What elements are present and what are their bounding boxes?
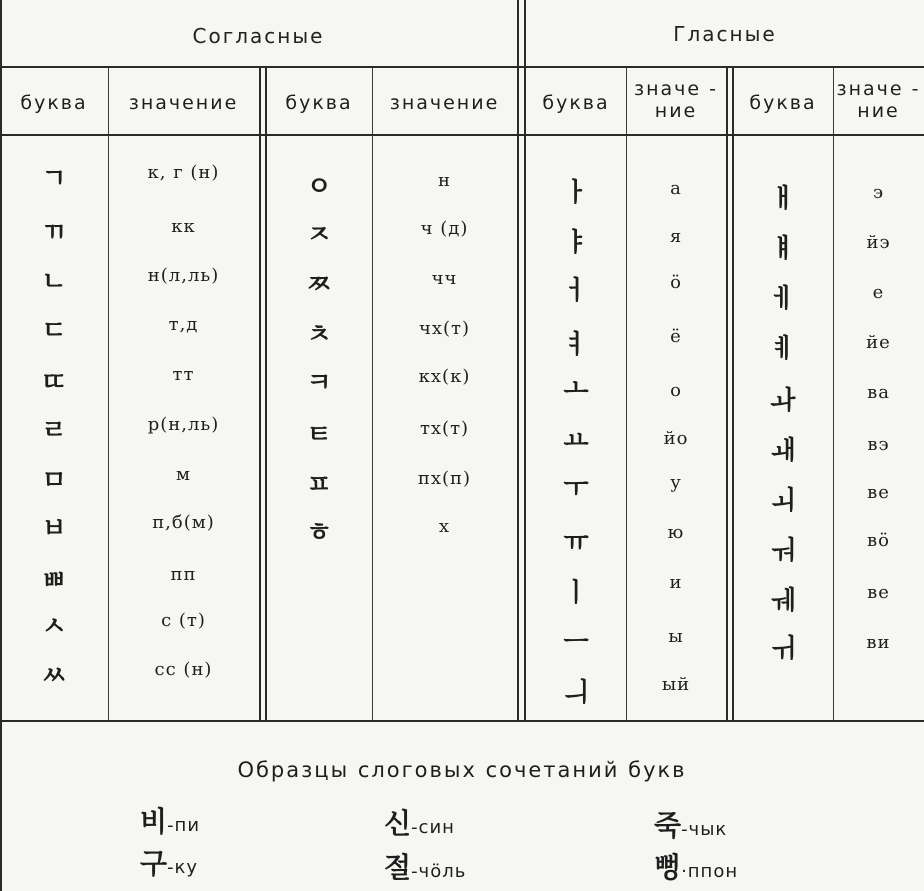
sample-item — [384, 802, 455, 842]
header-letter-3: буква — [542, 92, 610, 114]
consonant-letter: ㅉ — [306, 270, 332, 300]
consonant-meaning: пп — [170, 564, 197, 585]
vowel-meaning: у — [670, 472, 682, 493]
vowel-meaning: ы — [668, 626, 684, 647]
sample-reading: ·ппон — [681, 861, 739, 882]
vowel-meaning: ю — [667, 522, 685, 543]
consonant-meaning: н — [438, 170, 451, 191]
consonant-meaning: тх(т) — [419, 418, 470, 439]
vowel-meaning: вö — [867, 530, 890, 551]
consonants-divider-a — [259, 67, 261, 722]
header-meaning-2: значение — [389, 92, 500, 114]
consonant-meaning: сс (н) — [154, 659, 213, 680]
vowel-letter: ㅛ — [563, 426, 589, 456]
vowel-letter: ㅐ — [770, 184, 796, 214]
vowel-meaning: вэ — [867, 434, 890, 455]
vowel-meaning: ве — [867, 482, 890, 503]
consonant-meaning: п,б(м) — [152, 512, 215, 533]
sample-item — [140, 800, 200, 840]
samples-title: Образцы слоговых сочетаний букв — [237, 758, 687, 782]
vowel-meaning: ва — [867, 382, 890, 403]
vowel-letter: ㅒ — [770, 234, 796, 264]
vowel-letter: ㅞ — [770, 586, 796, 616]
consonant-meaning: н(л,ль) — [147, 265, 220, 286]
vowel-meaning: ö — [670, 272, 682, 293]
sample-syllable: 비 — [140, 805, 168, 838]
header-meaning-4b: ние — [857, 100, 900, 122]
consonant-letter: ㄸ — [41, 368, 67, 398]
consonant-meaning: ч (д) — [420, 218, 469, 239]
consonant-meaning: х — [438, 516, 451, 537]
consonant-meaning: м — [175, 464, 191, 485]
sample-syllable: 뻥 — [654, 851, 682, 884]
consonant-letter: ㅃ — [41, 566, 67, 596]
vowel-letter: ㅝ — [770, 536, 796, 566]
header-letter-4: буква — [749, 92, 817, 114]
consonant-letter: ㅅ — [41, 612, 67, 642]
consonant-letter: ㄲ — [41, 218, 67, 248]
vowel-letter: ㅑ — [563, 228, 589, 258]
vowels-divider-a — [726, 67, 728, 722]
sample-item — [140, 842, 198, 882]
vowel-meaning: о — [670, 380, 682, 401]
consonant-letter: ㄴ — [41, 267, 67, 297]
header-letter-2: буква — [285, 92, 353, 114]
vowel-letter: ㅡ — [563, 628, 589, 658]
vowel-meaning: ви — [866, 632, 891, 653]
consonant-letter: ㅁ — [41, 466, 67, 496]
sample-syllable: 죽 — [654, 809, 682, 842]
consonant-letter: ㄱ — [41, 164, 67, 194]
group-header-rule — [0, 66, 924, 68]
consonant-meaning: чх(т) — [418, 318, 471, 339]
vowel-meaning: я — [669, 226, 683, 247]
vowel-meaning: йо — [663, 428, 689, 449]
vowel-meaning: и — [669, 572, 683, 593]
header-meaning-1: значение — [128, 92, 239, 114]
vowel-letter: ㅢ — [563, 678, 589, 708]
sample-reading: -чык — [681, 819, 728, 840]
vowel-letter: ㅔ — [770, 284, 796, 314]
consonant-letter: ㅂ — [41, 514, 67, 544]
header-letter-1: буква — [20, 92, 88, 114]
header-meaning-4a: значе - — [836, 78, 921, 100]
consonant-meaning: пх(п) — [417, 468, 472, 489]
consonant-meaning: к, г (н) — [147, 162, 220, 183]
vowel-letter: ㅚ — [770, 486, 796, 516]
vowel-letter: ㅜ — [563, 474, 589, 504]
vowel-meaning: йе — [866, 332, 891, 353]
consonant-letter: ㅎ — [306, 518, 332, 548]
sample-reading: -син — [411, 817, 455, 838]
vowel-letter: ㅙ — [770, 436, 796, 466]
consonant-meaning: тт — [172, 364, 195, 385]
vowel-letter: ㅗ — [563, 374, 589, 404]
header-meaning-3b: ние — [654, 100, 698, 122]
consonant-letter: ㅊ — [306, 320, 332, 350]
vowel-letter: ㅏ — [563, 178, 589, 208]
sample-syllable: 구 — [140, 847, 168, 880]
sample-item — [654, 846, 738, 886]
sample-item — [384, 846, 466, 886]
vowels-title: Гласные — [673, 22, 777, 46]
vowel-meaning: ый — [661, 674, 691, 695]
sample-reading: -чöль — [411, 861, 467, 882]
vowel-letter: ㅓ — [563, 276, 589, 306]
header-meaning-3a: значе - — [634, 78, 718, 100]
consonant-letter: ㄷ — [41, 316, 67, 346]
sample-reading: -пи — [167, 815, 201, 836]
sample-reading: -ку — [167, 857, 199, 878]
consonant-letter: ㅌ — [306, 420, 332, 450]
consonants-title: Согласные — [192, 24, 325, 48]
vowel-meaning: ве — [867, 582, 890, 603]
vowel-meaning: е — [872, 282, 885, 303]
vowel-letter: ㅕ — [563, 330, 589, 360]
column-header-rule — [0, 134, 924, 136]
sample-item — [654, 804, 727, 844]
vowel-letter: ㅠ — [563, 528, 589, 558]
consonant-letter: ㅈ — [306, 220, 332, 250]
consonant-meaning: т,д — [168, 314, 199, 335]
consonant-letter: ㅇ — [306, 172, 332, 202]
consonant-meaning: кк — [171, 216, 196, 237]
consonant-letter: ㅆ — [41, 661, 67, 691]
vowel-letter: ㅣ — [563, 578, 589, 608]
consonant-meaning: с (т) — [161, 610, 206, 631]
vowel-meaning: э — [872, 182, 885, 203]
consonant-letter: ㅍ — [306, 470, 332, 500]
sample-syllable: 절 — [384, 851, 412, 884]
vowel-meaning: ё — [670, 326, 682, 347]
vowel-letter: ㅟ — [770, 634, 796, 664]
consonant-meaning: р(н,ль) — [147, 414, 220, 435]
table-bottom-rule — [0, 720, 924, 722]
consonant-meaning: кх(к) — [418, 366, 471, 387]
consonant-meaning: чч — [431, 268, 458, 289]
vowel-letter: ㅖ — [770, 334, 796, 364]
center-divider-left — [517, 0, 519, 722]
consonant-letter: ㄹ — [41, 416, 67, 446]
consonant-letter: ㅋ — [306, 368, 332, 398]
vowel-letter: ㅘ — [770, 386, 796, 416]
vowel-meaning: йэ — [866, 232, 891, 253]
col-sep-2 — [372, 67, 373, 722]
sample-syllable: 신 — [384, 807, 412, 840]
vowel-meaning: а — [670, 178, 682, 199]
